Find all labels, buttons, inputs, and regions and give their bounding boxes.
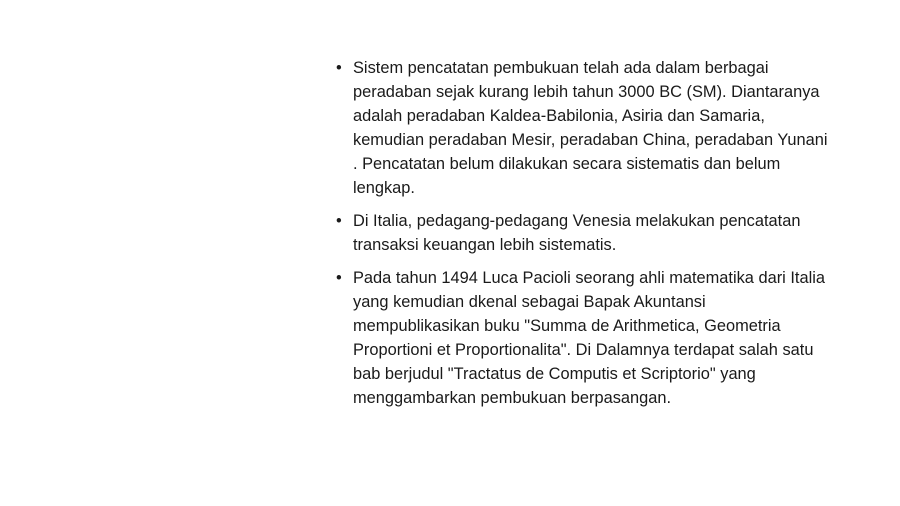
bullet-dot-icon: • — [336, 59, 342, 77]
bullet-item-1 — [336, 56, 836, 200]
bullet-item-2 — [336, 209, 836, 257]
bullet-text: Sistem pencatatan pembukuan telah ada dalam berbagai peradaban sejak kurang lebih tahun 3000 BC (SM). Diantaranya adalah peradaban Kaldea-Babilonia, Asiria dan Samaria, kemudian peradaban Mesir, peradaban China, peradaban Yunani . Pencatatan belum dilakukan secara sistematis dan belum lengkap. — [353, 59, 828, 197]
bullet-dot-icon: • — [336, 269, 342, 287]
bullet-dot-icon: • — [336, 212, 342, 230]
bullet-text: Pada tahun 1494 Luca Pacioli seorang ahli matematika dari Italia yang kemudian dkenal sebagai Bapak Akuntansi mempublikasikan buku "Summa de Arithmetica, Geometria Proportioni et Proportionalita". Di Dalamnya terdapat salah satu bab berjudul "Tractatus de Computis et Scriptorio" yang menggambarkan pembukuan berpasangan. — [353, 269, 825, 407]
bullet-item-3 — [336, 266, 836, 410]
bullet-list — [336, 56, 836, 419]
bullet-text: Di Italia, pedagang-pedagang Venesia melakukan pencatatan transaksi keuangan lebih sistematis. — [353, 212, 801, 254]
